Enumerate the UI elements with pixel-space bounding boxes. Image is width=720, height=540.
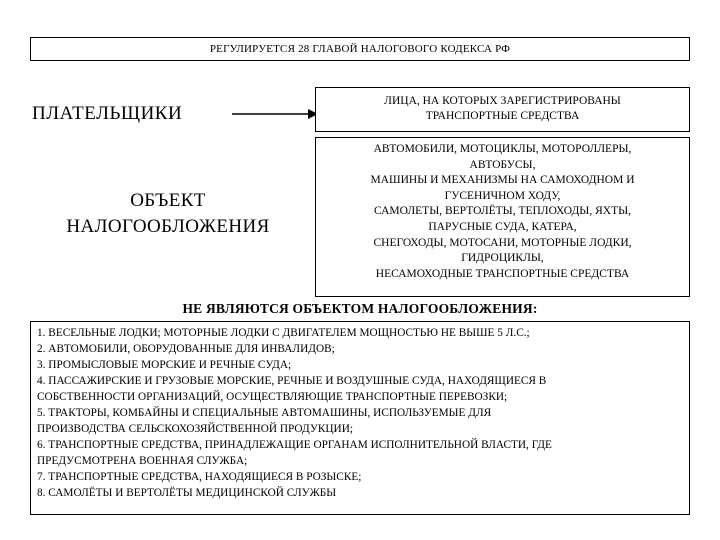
payers-box <box>315 87 690 132</box>
object-line: ГУСЕНИЧНОМ ХОДУ, <box>444 189 561 202</box>
payers-line: ЛИЦА, НА КОТОРЫХ ЗАРЕГИСТРИРОВАНЫ <box>384 95 621 107</box>
arrow-right-icon <box>232 106 320 122</box>
exempt-line: ПРОИЗВОДСТВА СЕЛЬСКОХОЗЯЙСТВЕННОЙ ПРОДУКЦИИ; <box>37 423 354 435</box>
payers-line: ТРАНСПОРТНЫЕ СРЕДСТВА <box>425 110 580 122</box>
exempt-line: 8. САМОЛЁТЫ И ВЕРТОЛЁТЫ МЕДИЦИНСКОЙ СЛУЖБЫ <box>37 487 337 499</box>
exempt-line: 6. ТРАНСПОРТНЫЕ СРЕДСТВА, ПРИНАДЛЕЖАЩИЕ ОРГАНАМ ИСПОЛНИТЕЛЬНОЙ ВЛАСТИ, ГДЕ <box>37 439 552 451</box>
exempt-line: 2. АВТОМОБИЛИ, ОБОРУДОВАННЫЕ ДЛЯ ИНВАЛИДОВ; <box>37 343 335 355</box>
object-label-line: НАЛОГООБЛОЖЕНИЯ <box>66 216 270 237</box>
object-line: СНЕГОХОДЫ, МОТОСАНИ, МОТОРНЫЕ ЛОДКИ, <box>373 236 632 249</box>
object-line: АВТОМОБИЛИ, МОТОЦИКЛЫ, МОТОРОЛЛЕРЫ, <box>373 143 632 155</box>
exempt-line: 4. ПАССАЖИРСКИЕ И ГРУЗОВЫЕ МОРСКИЕ, РЕЧНЫЕ И ВОЗДУШНЫЕ СУДА, НАХОДЯЩИЕСЯ В <box>37 375 547 387</box>
object-line: ПАРУСНЫЕ СУДА, КАТЕРА, <box>428 220 577 233</box>
payers-label: ПЛАТЕЛЬЩИКИ <box>32 103 183 124</box>
object-line: САМОЛЕТЫ, ВЕРТОЛЁТЫ, ТЕПЛОХОДЫ, ЯХТЫ, <box>374 205 631 218</box>
object-line: АВТОБУСЫ, <box>469 158 536 171</box>
not-object-title: НЕ ЯВЛЯЮТСЯ ОБЪЕКТОМ НАЛОГООБЛОЖЕНИЯ: <box>182 301 538 316</box>
header-box <box>30 37 690 61</box>
exempt-line: 1. ВЕСЕЛЬНЫЕ ЛОДКИ; МОТОРНЫЕ ЛОДКИ С ДВИГАТЕЛЕМ МОЩНОСТЬЮ НЕ ВЫШЕ 5 Л.С.; <box>37 327 530 339</box>
object-line: НЕСАМОХОДНЫЕ ТРАНСПОРТНЫЕ СРЕДСТВА <box>375 267 630 280</box>
exempt-line: 3. ПРОМЫСЛОВЫЕ МОРСКИЕ И РЕЧНЫЕ СУДА; <box>37 359 292 371</box>
object-box <box>315 137 690 297</box>
exempt-line: 5. ТРАКТОРЫ, КОМБАЙНЫ И СПЕЦИАЛЬНЫЕ АВТОМАШИНЫ, ИСПОЛЬЗУЕМЫЕ ДЛЯ <box>37 407 492 419</box>
object-line: ГИДРОЦИКЛЫ, <box>461 252 544 265</box>
object-line: МАШИНЫ И МЕХАНИЗМЫ НА САМОХОДНОМ И <box>370 174 635 187</box>
object-label <box>28 188 308 240</box>
object-label-line: ОБЪЕКТ <box>130 190 206 211</box>
exempt-line: ПРЕДУСМОТРЕНА ВОЕННАЯ СЛУЖБА; <box>37 455 248 467</box>
exempt-box <box>30 321 690 515</box>
exempt-line: 7. ТРАНСПОРТНЫЕ СРЕДСТВА, НАХОДЯЩИЕСЯ В РОЗЫСКЕ; <box>37 471 362 483</box>
exempt-line: СОБСТВЕННОСТИ ОРГАНИЗАЦИЙ, ОСУЩЕСТВЛЯЮЩИЕ ТРАНСПОРТНЫЕ ПЕРЕВОЗКИ; <box>37 391 508 403</box>
header-text: РЕГУЛИРУЕТСЯ 28 ГЛАВОЙ НАЛОГОВОГО КОДЕКСА РФ <box>209 43 511 55</box>
